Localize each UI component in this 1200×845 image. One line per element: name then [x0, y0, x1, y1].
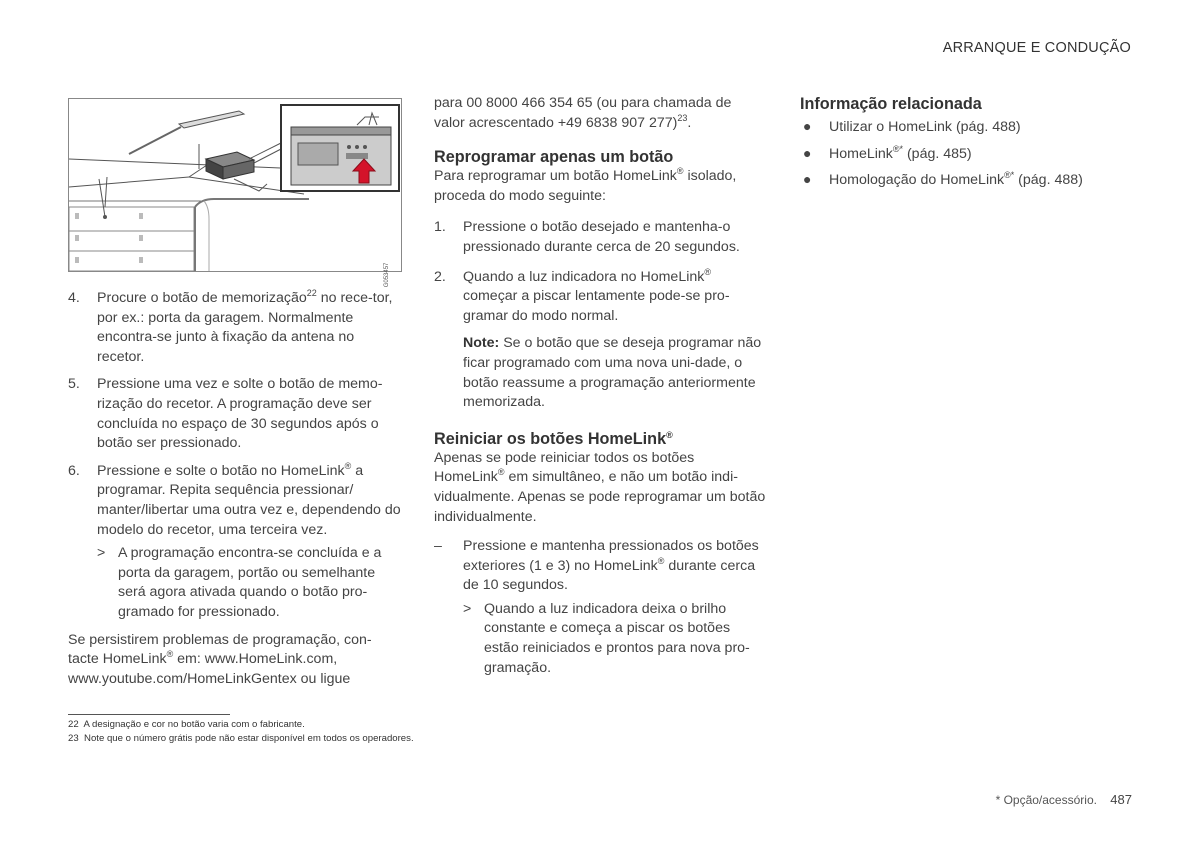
column-right	[800, 94, 1130, 198]
column-left	[68, 98, 402, 697]
footnote-22: 22 A designação e cor no botão varia com o fabricante.	[68, 719, 305, 730]
support-contact-paragraph: Se persistirem problemas de programação, con-tacte HomeLink® em: www.HomeLink.com, www.youtube.com/HomeLinkGentex ou ligue	[68, 631, 372, 687]
reset-intro: Apenas se pode reiniciar todos os botões HomeLink® em simultâneo, e não um botão indi-vidualmente. Apenas se pode reprogramar um botão individualmente.	[434, 449, 766, 525]
reprogram-step-1: 1. Pressione o botão desejado e mantenha-o pressionado durante cerca de 20 segundos.	[434, 219, 740, 255]
related-link-1[interactable]: ● Utilizar o HomeLink (pág. 488)	[803, 118, 1021, 135]
phone-continuation: para 00 8000 466 354 65 (ou para chamada de valor acrescentado +49 6838 907 277)$^{23}$.	[434, 95, 732, 131]
garage-illustration-svg	[69, 99, 401, 271]
reset-step: – Pressione e mantenha pressionados os botões exteriores (1 e 3) no HomeLink® durante cerca de 10 segundos. > Quando a luz indicadora deixa o brilho constante e começa a piscar os botões estão reiniciados e prontos para nova pro-gramação.	[434, 537, 766, 678]
footnotes	[68, 718, 414, 746]
step-5: 5. Pressione uma vez e solte o botão de memo-rização do recetor. A programação deve ser concluída no espaço de 30 segundos após o botão ser pressionado.	[68, 376, 383, 452]
heading-reset-buttons: Reiniciar os botões HomeLink®	[434, 429, 673, 448]
related-info-heading: Informação relacionada	[800, 95, 982, 113]
page-footer	[996, 792, 1132, 807]
column-middle	[434, 94, 766, 686]
heading-reprogram-button: Reprogramar apenas um botão	[434, 148, 674, 167]
step-4: 4. Procure o botão de memorização$^{22}$ no rece-tor, por ex.: porta da garagem. Normalmente encontra-se junto à fixação da antena no recetor.	[68, 288, 393, 365]
step-6-result: > A programação encontra-se concluída e a porta da garagem, portão ou semelhante será agora ativada quando o botão pro-gramado for pressionado.	[97, 545, 382, 620]
reprogram-intro: Para reprogramar um botão HomeLink® isolado, proceda do modo seguinte:	[434, 166, 737, 204]
related-link-2[interactable]: ● HomeLink®* (pág. 485)	[803, 143, 972, 162]
reprogram-step-2: 2. Quando a luz indicadora no HomeLink® começar a piscar lentamente pode-se pro-gramar do modo normal.	[434, 266, 730, 324]
reprogram-note: Note: Se o botão que se deseja programar não ficar programado com uma nova uni-dade, o botão reassume a programação anteriormente memorizada.	[463, 335, 762, 411]
page-number: 487	[1110, 792, 1132, 807]
related-link-3[interactable]: ● Homologação do HomeLink®* (pág. 488)	[803, 170, 1083, 189]
section-title: ARRANQUE E CONDUÇÃO	[942, 40, 1131, 56]
figure-code: G053457	[384, 263, 391, 288]
reset-result: > Quando a luz indicadora deixa o brilho constante e começa a piscar os botões estão reiniciados e prontos para nova pro-gramação.	[463, 600, 750, 676]
step-6: 6. Pressione e solte o botão no HomeLink® a programar. Repita sequência pressionar/ manter/libertar uma outra vez e, dependendo do modelo do recetor, uma terceira vez. > A programação encontra-se concluída e a porta da garagem, portão ou semelhante será agora ativada quando o botão pro-gramado for pressionado.	[68, 462, 402, 623]
garage-opener-illustration	[68, 98, 402, 288]
option-accessory-note: * Opção/acessório.	[995, 793, 1097, 807]
footnote-divider	[68, 714, 230, 715]
footnote-23: 23 Note que o número grátis pode não estar disponível em todos os operadores.	[68, 733, 414, 744]
